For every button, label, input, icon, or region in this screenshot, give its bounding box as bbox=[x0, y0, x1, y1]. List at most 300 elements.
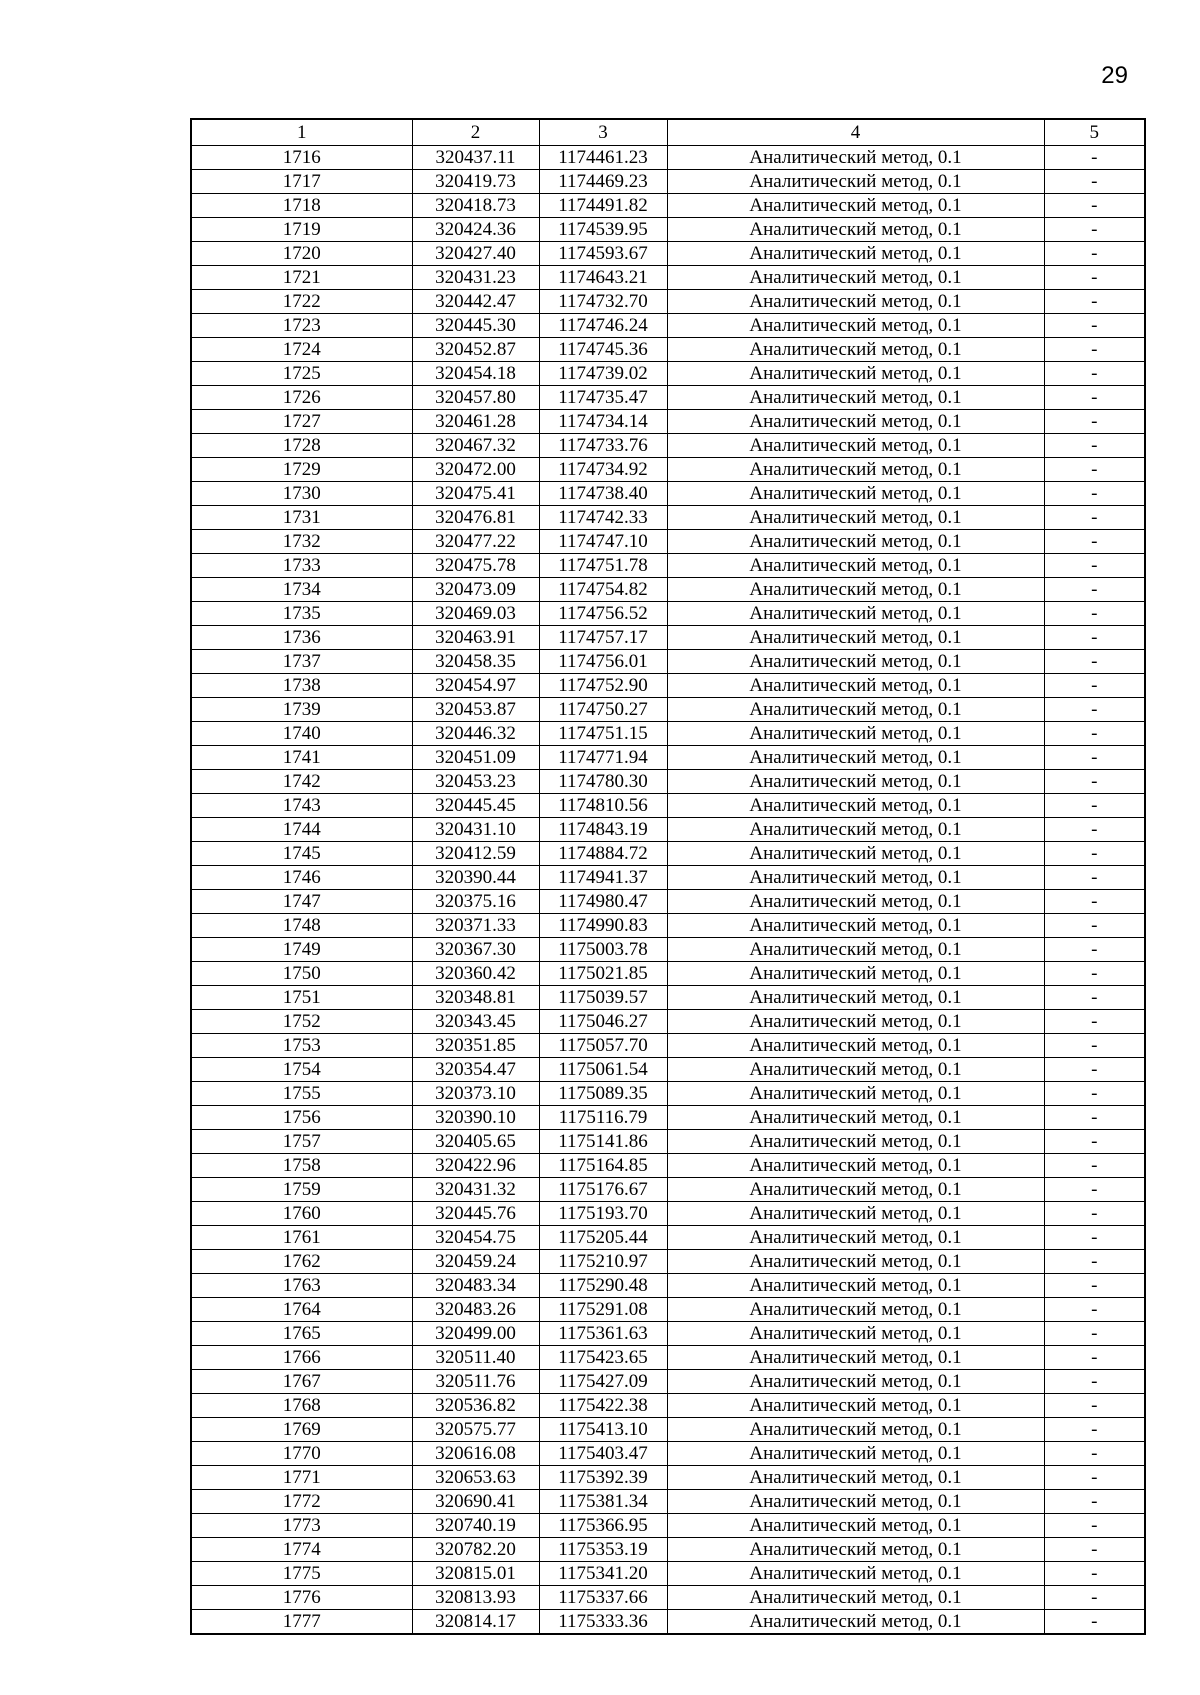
point-number-cell: 1777 bbox=[191, 1610, 412, 1635]
note-cell: - bbox=[1044, 1394, 1145, 1418]
header-row bbox=[191, 119, 1145, 146]
y-coordinate-cell: 1174746.24 bbox=[539, 314, 667, 338]
y-coordinate-cell: 1174941.37 bbox=[539, 866, 667, 890]
point-number-cell: 1754 bbox=[191, 1058, 412, 1082]
point-number-cell: 1750 bbox=[191, 962, 412, 986]
x-coordinate-cell: 320476.81 bbox=[412, 506, 539, 530]
point-number-cell: 1738 bbox=[191, 674, 412, 698]
method-accuracy-cell: Аналитический метод, 0.1 bbox=[667, 1610, 1044, 1635]
note-cell: - bbox=[1044, 410, 1145, 434]
x-coordinate-cell: 320451.09 bbox=[412, 746, 539, 770]
y-coordinate-cell: 1175039.57 bbox=[539, 986, 667, 1010]
y-coordinate-cell: 1174734.92 bbox=[539, 458, 667, 482]
point-number-cell: 1741 bbox=[191, 746, 412, 770]
header-col-2: 2 bbox=[412, 119, 539, 146]
point-number-cell: 1768 bbox=[191, 1394, 412, 1418]
point-number-cell: 1764 bbox=[191, 1298, 412, 1322]
note-cell: - bbox=[1044, 434, 1145, 458]
x-coordinate-cell: 320473.09 bbox=[412, 578, 539, 602]
method-accuracy-cell: Аналитический метод, 0.1 bbox=[667, 1010, 1044, 1034]
point-number-cell: 1716 bbox=[191, 146, 412, 170]
y-coordinate-cell: 1175046.27 bbox=[539, 1010, 667, 1034]
note-cell: - bbox=[1044, 170, 1145, 194]
point-number-cell: 1775 bbox=[191, 1562, 412, 1586]
method-accuracy-cell: Аналитический метод, 0.1 bbox=[667, 1250, 1044, 1274]
note-cell: - bbox=[1044, 770, 1145, 794]
point-number-cell: 1747 bbox=[191, 890, 412, 914]
x-coordinate-cell: 320511.40 bbox=[412, 1346, 539, 1370]
x-coordinate-cell: 320422.96 bbox=[412, 1154, 539, 1178]
x-coordinate-cell: 320431.32 bbox=[412, 1178, 539, 1202]
table-row bbox=[191, 1466, 1145, 1490]
x-coordinate-cell: 320475.78 bbox=[412, 554, 539, 578]
note-cell: - bbox=[1044, 1274, 1145, 1298]
y-coordinate-cell: 1175392.39 bbox=[539, 1466, 667, 1490]
method-accuracy-cell: Аналитический метод, 0.1 bbox=[667, 338, 1044, 362]
table-row bbox=[191, 1538, 1145, 1562]
point-number-cell: 1773 bbox=[191, 1514, 412, 1538]
x-coordinate-cell: 320431.23 bbox=[412, 266, 539, 290]
note-cell: - bbox=[1044, 674, 1145, 698]
x-coordinate-cell: 320475.41 bbox=[412, 482, 539, 506]
table-row bbox=[191, 578, 1145, 602]
table-row bbox=[191, 602, 1145, 626]
method-accuracy-cell: Аналитический метод, 0.1 bbox=[667, 1538, 1044, 1562]
note-cell: - bbox=[1044, 1058, 1145, 1082]
x-coordinate-cell: 320575.77 bbox=[412, 1418, 539, 1442]
method-accuracy-cell: Аналитический метод, 0.1 bbox=[667, 1178, 1044, 1202]
point-number-cell: 1751 bbox=[191, 986, 412, 1010]
y-coordinate-cell: 1175164.85 bbox=[539, 1154, 667, 1178]
x-coordinate-cell: 320483.26 bbox=[412, 1298, 539, 1322]
x-coordinate-cell: 320390.10 bbox=[412, 1106, 539, 1130]
table-row bbox=[191, 1586, 1145, 1610]
x-coordinate-cell: 320461.28 bbox=[412, 410, 539, 434]
table-row bbox=[191, 1202, 1145, 1226]
method-accuracy-cell: Аналитический метод, 0.1 bbox=[667, 1346, 1044, 1370]
y-coordinate-cell: 1175333.36 bbox=[539, 1610, 667, 1635]
note-cell: - bbox=[1044, 626, 1145, 650]
method-accuracy-cell: Аналитический метод, 0.1 bbox=[667, 1586, 1044, 1610]
y-coordinate-cell: 1174742.33 bbox=[539, 506, 667, 530]
table-header bbox=[191, 119, 1145, 146]
y-coordinate-cell: 1174593.67 bbox=[539, 242, 667, 266]
method-accuracy-cell: Аналитический метод, 0.1 bbox=[667, 266, 1044, 290]
y-coordinate-cell: 1174747.10 bbox=[539, 530, 667, 554]
note-cell: - bbox=[1044, 650, 1145, 674]
method-accuracy-cell: Аналитический метод, 0.1 bbox=[667, 242, 1044, 266]
point-number-cell: 1762 bbox=[191, 1250, 412, 1274]
table-row bbox=[191, 386, 1145, 410]
table-row bbox=[191, 1274, 1145, 1298]
point-number-cell: 1767 bbox=[191, 1370, 412, 1394]
table-row bbox=[191, 890, 1145, 914]
x-coordinate-cell: 320477.22 bbox=[412, 530, 539, 554]
y-coordinate-cell: 1174539.95 bbox=[539, 218, 667, 242]
x-coordinate-cell: 320469.03 bbox=[412, 602, 539, 626]
y-coordinate-cell: 1174469.23 bbox=[539, 170, 667, 194]
x-coordinate-cell: 320453.87 bbox=[412, 698, 539, 722]
point-number-cell: 1727 bbox=[191, 410, 412, 434]
method-accuracy-cell: Аналитический метод, 0.1 bbox=[667, 1298, 1044, 1322]
x-coordinate-cell: 320782.20 bbox=[412, 1538, 539, 1562]
method-accuracy-cell: Аналитический метод, 0.1 bbox=[667, 218, 1044, 242]
x-coordinate-cell: 320472.00 bbox=[412, 458, 539, 482]
method-accuracy-cell: Аналитический метод, 0.1 bbox=[667, 578, 1044, 602]
y-coordinate-cell: 1175089.35 bbox=[539, 1082, 667, 1106]
x-coordinate-cell: 320375.16 bbox=[412, 890, 539, 914]
point-number-cell: 1731 bbox=[191, 506, 412, 530]
note-cell: - bbox=[1044, 1610, 1145, 1635]
method-accuracy-cell: Аналитический метод, 0.1 bbox=[667, 434, 1044, 458]
table-row bbox=[191, 1370, 1145, 1394]
note-cell: - bbox=[1044, 1154, 1145, 1178]
point-number-cell: 1766 bbox=[191, 1346, 412, 1370]
x-coordinate-cell: 320424.36 bbox=[412, 218, 539, 242]
x-coordinate-cell: 320445.30 bbox=[412, 314, 539, 338]
x-coordinate-cell: 320511.76 bbox=[412, 1370, 539, 1394]
x-coordinate-cell: 320390.44 bbox=[412, 866, 539, 890]
point-number-cell: 1755 bbox=[191, 1082, 412, 1106]
header-col-4: 4 bbox=[667, 119, 1044, 146]
x-coordinate-cell: 320814.17 bbox=[412, 1610, 539, 1635]
method-accuracy-cell: Аналитический метод, 0.1 bbox=[667, 674, 1044, 698]
method-accuracy-cell: Аналитический метод, 0.1 bbox=[667, 1058, 1044, 1082]
note-cell: - bbox=[1044, 482, 1145, 506]
point-number-cell: 1739 bbox=[191, 698, 412, 722]
table-row bbox=[191, 194, 1145, 218]
note-cell: - bbox=[1044, 1442, 1145, 1466]
method-accuracy-cell: Аналитический метод, 0.1 bbox=[667, 194, 1044, 218]
table-row bbox=[191, 1442, 1145, 1466]
table-row bbox=[191, 1058, 1145, 1082]
note-cell: - bbox=[1044, 890, 1145, 914]
y-coordinate-cell: 1175116.79 bbox=[539, 1106, 667, 1130]
point-number-cell: 1719 bbox=[191, 218, 412, 242]
table-row bbox=[191, 506, 1145, 530]
x-coordinate-cell: 320740.19 bbox=[412, 1514, 539, 1538]
note-cell: - bbox=[1044, 530, 1145, 554]
y-coordinate-cell: 1175341.20 bbox=[539, 1562, 667, 1586]
note-cell: - bbox=[1044, 1562, 1145, 1586]
y-coordinate-cell: 1175061.54 bbox=[539, 1058, 667, 1082]
table-row bbox=[191, 530, 1145, 554]
point-number-cell: 1718 bbox=[191, 194, 412, 218]
method-accuracy-cell: Аналитический метод, 0.1 bbox=[667, 722, 1044, 746]
method-accuracy-cell: Аналитический метод, 0.1 bbox=[667, 1418, 1044, 1442]
point-number-cell: 1761 bbox=[191, 1226, 412, 1250]
table-row bbox=[191, 1082, 1145, 1106]
x-coordinate-cell: 320483.34 bbox=[412, 1274, 539, 1298]
y-coordinate-cell: 1174757.17 bbox=[539, 626, 667, 650]
page-number: 29 bbox=[1101, 62, 1128, 89]
table-row bbox=[191, 770, 1145, 794]
table-row bbox=[191, 1106, 1145, 1130]
point-number-cell: 1721 bbox=[191, 266, 412, 290]
table-row bbox=[191, 794, 1145, 818]
note-cell: - bbox=[1044, 602, 1145, 626]
x-coordinate-cell: 320463.91 bbox=[412, 626, 539, 650]
table-row bbox=[191, 1418, 1145, 1442]
method-accuracy-cell: Аналитический метод, 0.1 bbox=[667, 530, 1044, 554]
method-accuracy-cell: Аналитический метод, 0.1 bbox=[667, 1466, 1044, 1490]
note-cell: - bbox=[1044, 386, 1145, 410]
method-accuracy-cell: Аналитический метод, 0.1 bbox=[667, 1130, 1044, 1154]
method-accuracy-cell: Аналитический метод, 0.1 bbox=[667, 626, 1044, 650]
table-row bbox=[191, 938, 1145, 962]
y-coordinate-cell: 1174738.40 bbox=[539, 482, 667, 506]
table-row bbox=[191, 818, 1145, 842]
note-cell: - bbox=[1044, 1202, 1145, 1226]
point-number-cell: 1749 bbox=[191, 938, 412, 962]
y-coordinate-cell: 1174780.30 bbox=[539, 770, 667, 794]
y-coordinate-cell: 1175381.34 bbox=[539, 1490, 667, 1514]
method-accuracy-cell: Аналитический метод, 0.1 bbox=[667, 458, 1044, 482]
point-number-cell: 1720 bbox=[191, 242, 412, 266]
note-cell: - bbox=[1044, 938, 1145, 962]
note-cell: - bbox=[1044, 554, 1145, 578]
coordinates-table bbox=[190, 118, 1146, 1635]
point-number-cell: 1728 bbox=[191, 434, 412, 458]
y-coordinate-cell: 1175205.44 bbox=[539, 1226, 667, 1250]
method-accuracy-cell: Аналитический метод, 0.1 bbox=[667, 1370, 1044, 1394]
point-number-cell: 1737 bbox=[191, 650, 412, 674]
x-coordinate-cell: 320459.24 bbox=[412, 1250, 539, 1274]
method-accuracy-cell: Аналитический метод, 0.1 bbox=[667, 290, 1044, 314]
method-accuracy-cell: Аналитический метод, 0.1 bbox=[667, 1106, 1044, 1130]
y-coordinate-cell: 1174750.27 bbox=[539, 698, 667, 722]
y-coordinate-cell: 1175291.08 bbox=[539, 1298, 667, 1322]
y-coordinate-cell: 1175413.10 bbox=[539, 1418, 667, 1442]
table-row bbox=[191, 410, 1145, 434]
y-coordinate-cell: 1175403.47 bbox=[539, 1442, 667, 1466]
point-number-cell: 1740 bbox=[191, 722, 412, 746]
table-row bbox=[191, 962, 1145, 986]
y-coordinate-cell: 1174733.76 bbox=[539, 434, 667, 458]
table-row bbox=[191, 458, 1145, 482]
y-coordinate-cell: 1175337.66 bbox=[539, 1586, 667, 1610]
point-number-cell: 1735 bbox=[191, 602, 412, 626]
note-cell: - bbox=[1044, 338, 1145, 362]
note-cell: - bbox=[1044, 1082, 1145, 1106]
x-coordinate-cell: 320360.42 bbox=[412, 962, 539, 986]
x-coordinate-cell: 320446.32 bbox=[412, 722, 539, 746]
y-coordinate-cell: 1174751.15 bbox=[539, 722, 667, 746]
method-accuracy-cell: Аналитический метод, 0.1 bbox=[667, 362, 1044, 386]
table-row bbox=[191, 554, 1145, 578]
method-accuracy-cell: Аналитический метод, 0.1 bbox=[667, 962, 1044, 986]
y-coordinate-cell: 1175176.67 bbox=[539, 1178, 667, 1202]
x-coordinate-cell: 320536.82 bbox=[412, 1394, 539, 1418]
note-cell: - bbox=[1044, 866, 1145, 890]
y-coordinate-cell: 1175141.86 bbox=[539, 1130, 667, 1154]
x-coordinate-cell: 320454.97 bbox=[412, 674, 539, 698]
y-coordinate-cell: 1174756.01 bbox=[539, 650, 667, 674]
note-cell: - bbox=[1044, 1010, 1145, 1034]
table-row bbox=[191, 866, 1145, 890]
table-row bbox=[191, 1562, 1145, 1586]
y-coordinate-cell: 1174752.90 bbox=[539, 674, 667, 698]
y-coordinate-cell: 1174810.56 bbox=[539, 794, 667, 818]
point-number-cell: 1763 bbox=[191, 1274, 412, 1298]
method-accuracy-cell: Аналитический метод, 0.1 bbox=[667, 386, 1044, 410]
y-coordinate-cell: 1174745.36 bbox=[539, 338, 667, 362]
y-coordinate-cell: 1174751.78 bbox=[539, 554, 667, 578]
y-coordinate-cell: 1175003.78 bbox=[539, 938, 667, 962]
x-coordinate-cell: 320373.10 bbox=[412, 1082, 539, 1106]
method-accuracy-cell: Аналитический метод, 0.1 bbox=[667, 794, 1044, 818]
method-accuracy-cell: Аналитический метод, 0.1 bbox=[667, 1394, 1044, 1418]
header-col-3: 3 bbox=[539, 119, 667, 146]
table-row bbox=[191, 722, 1145, 746]
y-coordinate-cell: 1175423.65 bbox=[539, 1346, 667, 1370]
method-accuracy-cell: Аналитический метод, 0.1 bbox=[667, 842, 1044, 866]
method-accuracy-cell: Аналитический метод, 0.1 bbox=[667, 506, 1044, 530]
x-coordinate-cell: 320351.85 bbox=[412, 1034, 539, 1058]
y-coordinate-cell: 1175353.19 bbox=[539, 1538, 667, 1562]
note-cell: - bbox=[1044, 1106, 1145, 1130]
header-col-5: 5 bbox=[1044, 119, 1145, 146]
y-coordinate-cell: 1175422.38 bbox=[539, 1394, 667, 1418]
point-number-cell: 1729 bbox=[191, 458, 412, 482]
x-coordinate-cell: 320442.47 bbox=[412, 290, 539, 314]
note-cell: - bbox=[1044, 794, 1145, 818]
point-number-cell: 1725 bbox=[191, 362, 412, 386]
table-row bbox=[191, 1226, 1145, 1250]
note-cell: - bbox=[1044, 1490, 1145, 1514]
point-number-cell: 1770 bbox=[191, 1442, 412, 1466]
note-cell: - bbox=[1044, 362, 1145, 386]
table-row bbox=[191, 1346, 1145, 1370]
point-number-cell: 1723 bbox=[191, 314, 412, 338]
note-cell: - bbox=[1044, 1178, 1145, 1202]
note-cell: - bbox=[1044, 1538, 1145, 1562]
x-coordinate-cell: 320454.18 bbox=[412, 362, 539, 386]
table-row bbox=[191, 218, 1145, 242]
y-coordinate-cell: 1174756.52 bbox=[539, 602, 667, 626]
method-accuracy-cell: Аналитический метод, 0.1 bbox=[667, 1202, 1044, 1226]
method-accuracy-cell: Аналитический метод, 0.1 bbox=[667, 818, 1044, 842]
point-number-cell: 1765 bbox=[191, 1322, 412, 1346]
note-cell: - bbox=[1044, 962, 1145, 986]
method-accuracy-cell: Аналитический метод, 0.1 bbox=[667, 650, 1044, 674]
point-number-cell: 1742 bbox=[191, 770, 412, 794]
table-row bbox=[191, 362, 1145, 386]
point-number-cell: 1717 bbox=[191, 170, 412, 194]
table-row bbox=[191, 146, 1145, 170]
point-number-cell: 1746 bbox=[191, 866, 412, 890]
x-coordinate-cell: 320367.30 bbox=[412, 938, 539, 962]
note-cell: - bbox=[1044, 266, 1145, 290]
method-accuracy-cell: Аналитический метод, 0.1 bbox=[667, 1274, 1044, 1298]
header-col-1: 1 bbox=[191, 119, 412, 146]
method-accuracy-cell: Аналитический метод, 0.1 bbox=[667, 482, 1044, 506]
note-cell: - bbox=[1044, 458, 1145, 482]
method-accuracy-cell: Аналитический метод, 0.1 bbox=[667, 1082, 1044, 1106]
note-cell: - bbox=[1044, 1130, 1145, 1154]
x-coordinate-cell: 320690.41 bbox=[412, 1490, 539, 1514]
y-coordinate-cell: 1174771.94 bbox=[539, 746, 667, 770]
table-row bbox=[191, 1610, 1145, 1635]
y-coordinate-cell: 1175366.95 bbox=[539, 1514, 667, 1538]
table-row bbox=[191, 914, 1145, 938]
table-row bbox=[191, 1130, 1145, 1154]
y-coordinate-cell: 1175193.70 bbox=[539, 1202, 667, 1226]
y-coordinate-cell: 1175427.09 bbox=[539, 1370, 667, 1394]
method-accuracy-cell: Аналитический метод, 0.1 bbox=[667, 1562, 1044, 1586]
y-coordinate-cell: 1174461.23 bbox=[539, 146, 667, 170]
point-number-cell: 1756 bbox=[191, 1106, 412, 1130]
table-row bbox=[191, 338, 1145, 362]
note-cell: - bbox=[1044, 698, 1145, 722]
x-coordinate-cell: 320348.81 bbox=[412, 986, 539, 1010]
table-row bbox=[191, 482, 1145, 506]
point-number-cell: 1722 bbox=[191, 290, 412, 314]
note-cell: - bbox=[1044, 818, 1145, 842]
point-number-cell: 1758 bbox=[191, 1154, 412, 1178]
note-cell: - bbox=[1044, 1418, 1145, 1442]
point-number-cell: 1730 bbox=[191, 482, 412, 506]
y-coordinate-cell: 1174734.14 bbox=[539, 410, 667, 434]
x-coordinate-cell: 320354.47 bbox=[412, 1058, 539, 1082]
method-accuracy-cell: Аналитический метод, 0.1 bbox=[667, 1154, 1044, 1178]
note-cell: - bbox=[1044, 290, 1145, 314]
table-row bbox=[191, 1394, 1145, 1418]
point-number-cell: 1772 bbox=[191, 1490, 412, 1514]
method-accuracy-cell: Аналитический метод, 0.1 bbox=[667, 1226, 1044, 1250]
method-accuracy-cell: Аналитический метод, 0.1 bbox=[667, 770, 1044, 794]
point-number-cell: 1776 bbox=[191, 1586, 412, 1610]
method-accuracy-cell: Аналитический метод, 0.1 bbox=[667, 986, 1044, 1010]
x-coordinate-cell: 320405.65 bbox=[412, 1130, 539, 1154]
method-accuracy-cell: Аналитический метод, 0.1 bbox=[667, 1490, 1044, 1514]
method-accuracy-cell: Аналитический метод, 0.1 bbox=[667, 866, 1044, 890]
x-coordinate-cell: 320458.35 bbox=[412, 650, 539, 674]
note-cell: - bbox=[1044, 314, 1145, 338]
note-cell: - bbox=[1044, 1514, 1145, 1538]
y-coordinate-cell: 1174739.02 bbox=[539, 362, 667, 386]
y-coordinate-cell: 1174980.47 bbox=[539, 890, 667, 914]
note-cell: - bbox=[1044, 1298, 1145, 1322]
method-accuracy-cell: Аналитический метод, 0.1 bbox=[667, 890, 1044, 914]
point-number-cell: 1757 bbox=[191, 1130, 412, 1154]
point-number-cell: 1760 bbox=[191, 1202, 412, 1226]
y-coordinate-cell: 1174884.72 bbox=[539, 842, 667, 866]
method-accuracy-cell: Аналитический метод, 0.1 bbox=[667, 746, 1044, 770]
y-coordinate-cell: 1175290.48 bbox=[539, 1274, 667, 1298]
x-coordinate-cell: 320499.00 bbox=[412, 1322, 539, 1346]
method-accuracy-cell: Аналитический метод, 0.1 bbox=[667, 554, 1044, 578]
table-row bbox=[191, 1010, 1145, 1034]
table-row bbox=[191, 674, 1145, 698]
y-coordinate-cell: 1174491.82 bbox=[539, 194, 667, 218]
x-coordinate-cell: 320813.93 bbox=[412, 1586, 539, 1610]
y-coordinate-cell: 1174843.19 bbox=[539, 818, 667, 842]
note-cell: - bbox=[1044, 722, 1145, 746]
y-coordinate-cell: 1174643.21 bbox=[539, 266, 667, 290]
method-accuracy-cell: Аналитический метод, 0.1 bbox=[667, 314, 1044, 338]
note-cell: - bbox=[1044, 1034, 1145, 1058]
note-cell: - bbox=[1044, 146, 1145, 170]
method-accuracy-cell: Аналитический метод, 0.1 bbox=[667, 1514, 1044, 1538]
note-cell: - bbox=[1044, 914, 1145, 938]
y-coordinate-cell: 1175021.85 bbox=[539, 962, 667, 986]
point-number-cell: 1744 bbox=[191, 818, 412, 842]
note-cell: - bbox=[1044, 746, 1145, 770]
note-cell: - bbox=[1044, 986, 1145, 1010]
table-row bbox=[191, 1034, 1145, 1058]
note-cell: - bbox=[1044, 1346, 1145, 1370]
